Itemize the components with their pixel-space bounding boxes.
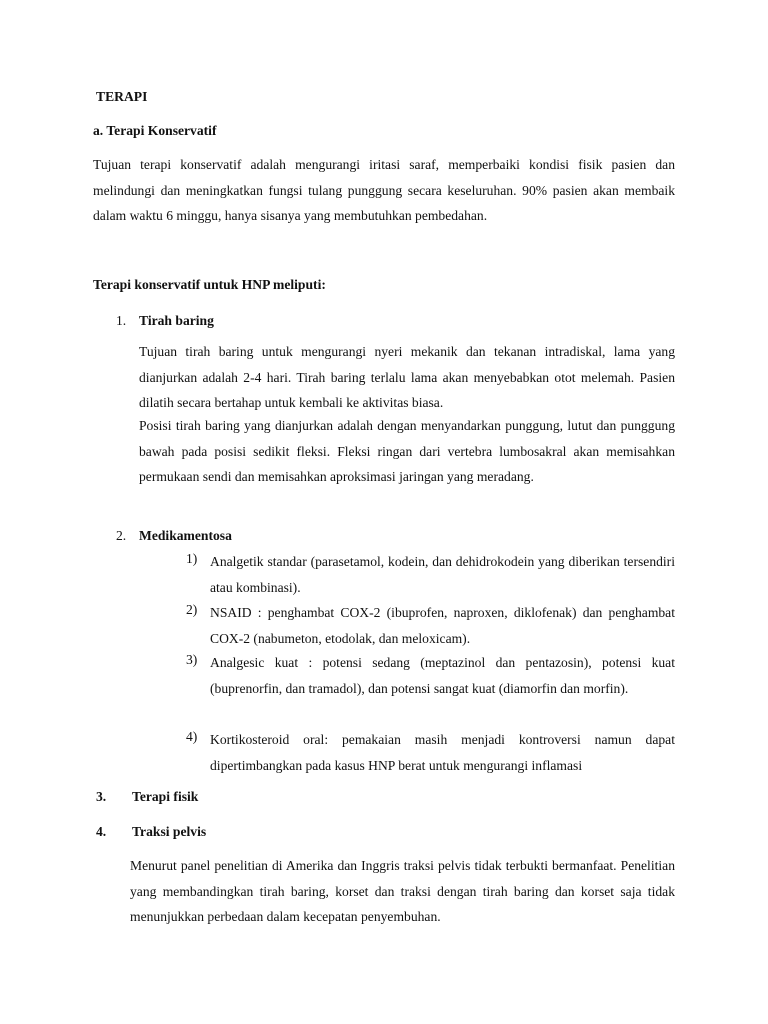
subitem-text: Analgetik standar (parasetamol, kodein, dan dehidrokodein yang diberikan tersendiri atau kombinasi).	[210, 554, 675, 595]
subitem-number: 3)	[186, 652, 198, 667]
intro-paragraph: Tujuan terapi konservatif adalah mengurangi iritasi saraf, memperbaiki kondisi fisik pasien dan melindungi dan meningkatkan fungsi tulang punggung secara keseluruhan. 90% pasien akan membaik dalam waktu 6 minggu, hanya sisanya yang membutuhkan pembedahan.	[93, 157, 675, 223]
item-title-traksi-pelvis: Traksi pelvis	[132, 824, 207, 839]
traksi-pelvis-paragraph: Menurut panel penelitian di Amerika dan Inggris traksi pelvis tidak terbukti bermanfaat. Penelitian yang membandingkan tirah baring, korset dan traksi dengan tirah baring dan korset saja tidak menunjukkan perbedaan dalam kecepatan penyembuhan.	[130, 858, 675, 924]
subitem-text: Kortikosteroid oral: pemakaian masih menjadi kontroversi namun dapat dipertimbangkan pada kasus HNP berat untuk mengurangi inflamasi	[210, 732, 675, 773]
subitem-number: 1)	[186, 551, 198, 566]
item-title-medikamentosa: Medikamentosa	[139, 528, 232, 543]
subitem-text: Analgesic kuat : potensi sedang (meptazinol dan pentazosin), potensi kuat (buprenorfin, dan tramadol), dan potensi sangat kuat (diamorfin dan morfin).	[210, 655, 675, 696]
subitem-text: NSAID : penghambat COX-2 (ibuprofen, naproxen, diklofenak) dan penghambat COX-2 (nabumeton, etodolak, dan meloxicam).	[210, 605, 675, 646]
subitem-number: 2)	[186, 602, 198, 617]
item-number: 4.	[96, 824, 107, 839]
tirah-baring-paragraph: Posisi tirah baring yang dianjurkan adalah dengan menyandarkan punggung, lutut dan punggung bawah pada posisi sedikit fleksi. Fleksi ringan dari vertebra lumbosakral akan memisahkan permukaan sendi dan memisahkan aproksimasi jaringan yang meradang.	[139, 418, 675, 484]
section-heading: a. Terapi Konservatif	[93, 123, 217, 138]
item-title-tirah-baring: Tirah baring	[139, 313, 214, 328]
list-heading: Terapi konservatif untuk HNP meliputi:	[93, 277, 326, 292]
tirah-baring-paragraph: Tujuan tirah baring untuk mengurangi nyeri mekanik dan tekanan intradiskal, lama yang dianjurkan adalah 2-4 hari. Tirah baring terlalu lama akan menyebabkan otot melemah. Pasien dilatih secara bertahap untuk kembali ke aktivitas biasa.	[139, 344, 675, 410]
item-title-terapi-fisik: Terapi fisik	[132, 789, 199, 804]
page-title: TERAPI	[96, 89, 148, 104]
subitem-number: 4)	[186, 729, 198, 744]
item-number: 3.	[96, 789, 107, 804]
item-number: 2.	[116, 528, 127, 543]
item-number: 1.	[116, 313, 127, 328]
